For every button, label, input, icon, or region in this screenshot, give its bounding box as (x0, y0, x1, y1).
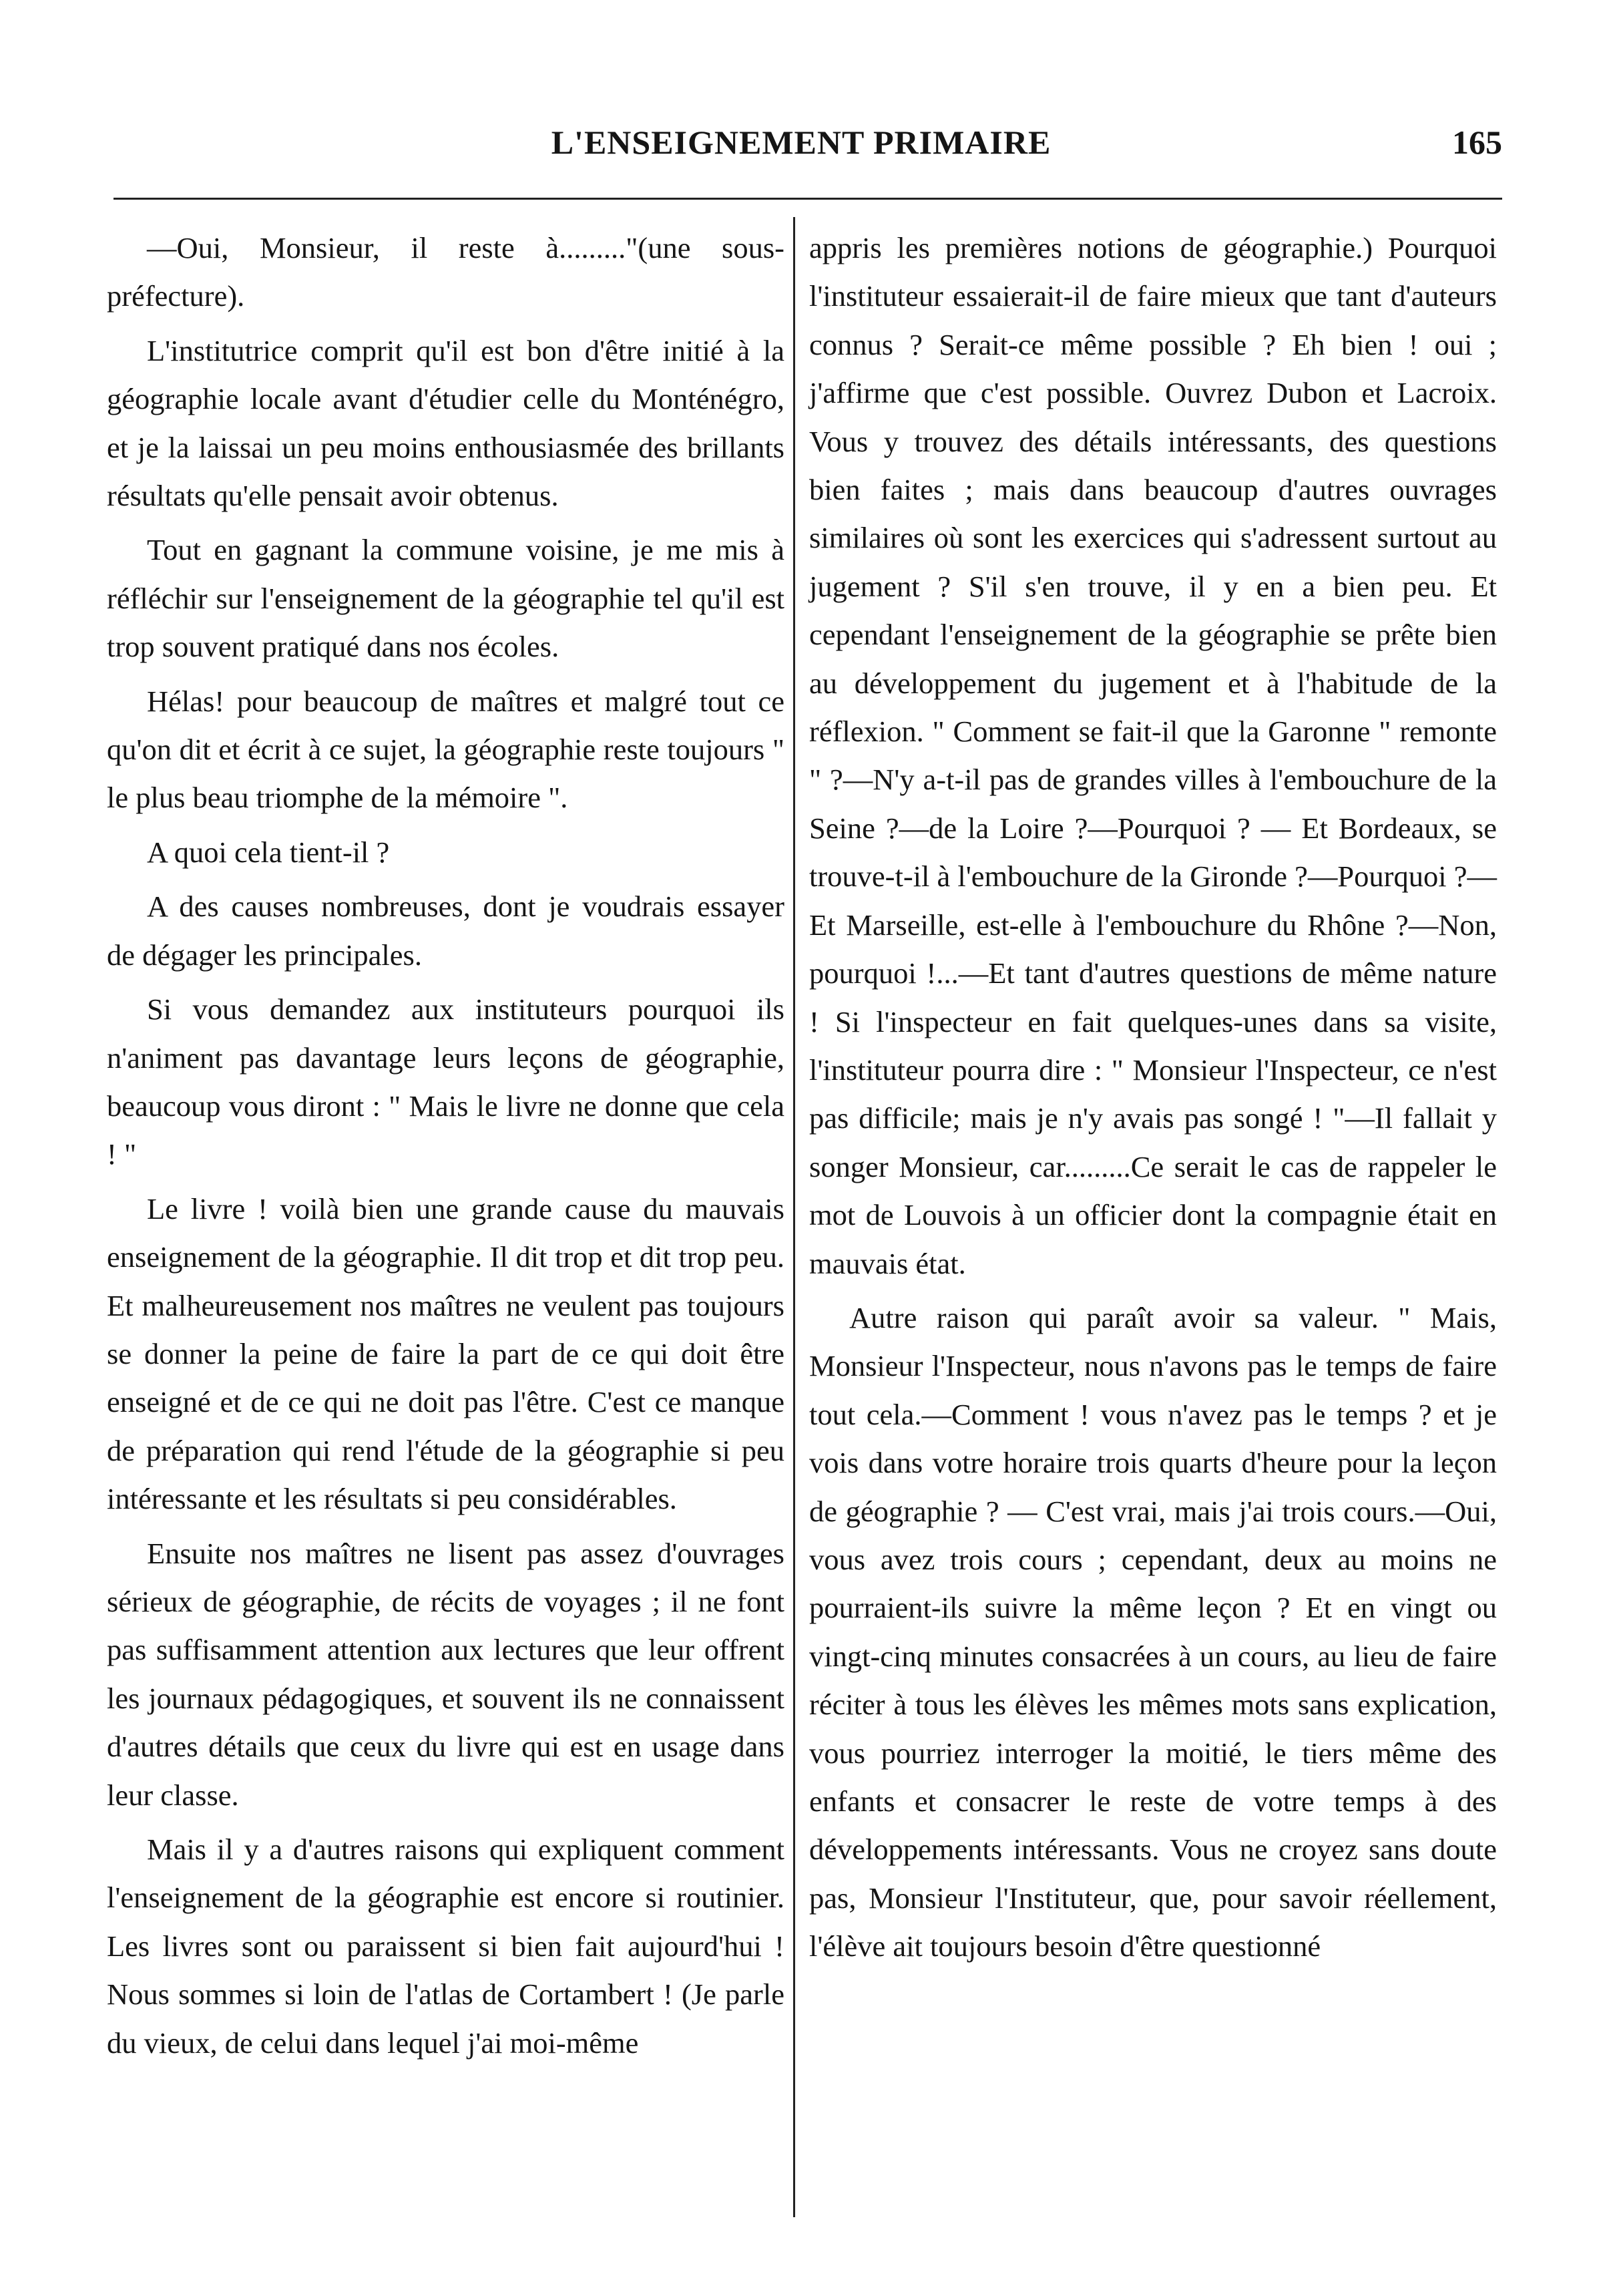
paragraph: A des causes nombreuses, dont je voudrais essayer de dégager les principales. (107, 890, 784, 972)
paragraph: Mais il y a d'autres raisons qui expliquent comment l'enseignement de la géographie est encore si routinier. Les livres sont ou paraissent si bien fait aujourd'hui ! Nous sommes si loin de l'atlas de Cortambert ! (Je parle du vieux, de celui dans lequel j'ai moi-même (107, 1833, 784, 2060)
left-column (107, 224, 784, 2073)
paragraph: L'institutrice comprit qu'il est bon d'être initié à la géographie locale avant d'étudier celle du Monténégro, et je la laissai un peu moins enthousiasmée des brillants résultats qu'elle pensait avoir obtenus. (107, 333, 784, 513)
column-divider (793, 217, 795, 2217)
journal-title: L'ENSEIGNEMENT PRIMAIRE (551, 124, 1052, 161)
page-number: 165 (1452, 124, 1502, 161)
paragraph: Si vous demandez aux instituteurs pourquoi ils n'animent pas davantage leurs leçons de géographie, beaucoup vous diront : " Mais le livre ne donne que cela ! " (107, 992, 784, 1171)
paragraph: Hélas! pour beaucoup de maîtres et malgré tout ce qu'on dit et écrit à ce sujet, la géographie reste toujours " le plus beau triomphe de la mémoire ". (107, 684, 784, 815)
paragraph: Autre raison qui paraît avoir sa valeur. " Mais, Monsieur l'Inspecteur, nous n'avons pas le temps de faire tout cela.—Comment ! vous n'avez pas le temps ? et je vois dans votre horaire trois quarts d'heure pour la leçon de géographie ? — C'est vrai, mais j'ai trois cours.—Oui, vous avez trois cours ; cependant, deux au moins ne pourraient-ils suivre la même leçon ? Et en vingt ou vingt-cinq minutes consacrées à un cours, au lieu de faire réciter à tous les élèves les mêmes mots sans explication, vous pourriez interroger la moitié, le tiers même des enfants et consacrer le reste de votre temps à des développements intéressants. Vous ne croyez sans doute pas, Monsieur l'Instituteur, que, pour savoir réellement, l'élève ait toujours besoin d'être questionné (809, 1300, 1497, 1963)
paragraph-continued: appris les premières notions de géographie.) Pourquoi l'instituteur essaierait-il de faire mieux que tant d'auteurs connus ? Serait-ce même possible ? Eh bien ! oui ; j'affirme que c'est possible. Ouvrez Dubon et Lacroix. Vous y trouvez des détails intéressants, des questions bien faites ; mais dans beaucoup d'autres ouvrages similaires où sont les exercices qui s'adressent surtout au jugement ? S'il s'en trouve, il y en a bien peu. Et cependant l'enseignement de la géographie se prête bien au développement du jugement et à l'habitude de la réflexion. " Comment se fait-il que la Garonne " remonte " ?—N'y a-t-il pas de grandes villes à l'embouchure de la Seine ?—de la Loire ?—Pourquoi ? — Et Bordeaux, se trouve-t-il à l'embouchure de la Gironde ?—Pourquoi ?—Et Marseille, est-elle à l'embouchure du Rhône ?—Non, pourquoi !...—Et tant d'autres questions de même nature ! Si l'inspecteur en fait quelques-unes dans sa visite, l'instituteur pourra dire : " Monsieur l'Inspecteur, ce n'est pas difficile; mais je n'y avais pas songé ! "—Il fallait y songer Monsieur, car.........Ce serait le cas de rappeler le mot de Louvois à un officier dont la compagnie était en mauvais état. (809, 231, 1497, 1280)
paragraph: Tout en gagnant la commune voisine, je me mis à réfléchir sur l'enseignement de la géographie tel qu'il est trop souvent pratiqué dans nos écoles. (107, 533, 784, 664)
paragraph: —Oui, Monsieur, il reste à........."(une sous-préfecture). (107, 231, 784, 313)
right-column (809, 224, 1497, 1977)
paragraph: Ensuite nos maîtres ne lisent pas assez d'ouvrages sérieux de géographie, de récits de voyages ; il ne font pas suffisamment attention aux lectures que leur offrent les journaux pédagogiques, et souvent ils ne connaissent d'autres détails que ceux du livre qui est en usage dans leur classe. (107, 1536, 784, 1812)
paragraph: A quoi cela tient-il ? (147, 835, 390, 869)
header-rule (113, 198, 1502, 200)
running-header (100, 123, 1502, 171)
paragraph: Le livre ! voilà bien une grande cause du mauvais enseignement de la géographie. Il dit trop et dit trop peu. Et malheureusement nos maîtres ne veulent pas toujours se donner la peine de faire la part de ce qui doit être enseigné et de ce qui ne doit pas l'être. C'est ce manque de préparation qui rend l'étude de la géographie si peu intéressante et les résultats si peu considérables. (107, 1191, 784, 1516)
